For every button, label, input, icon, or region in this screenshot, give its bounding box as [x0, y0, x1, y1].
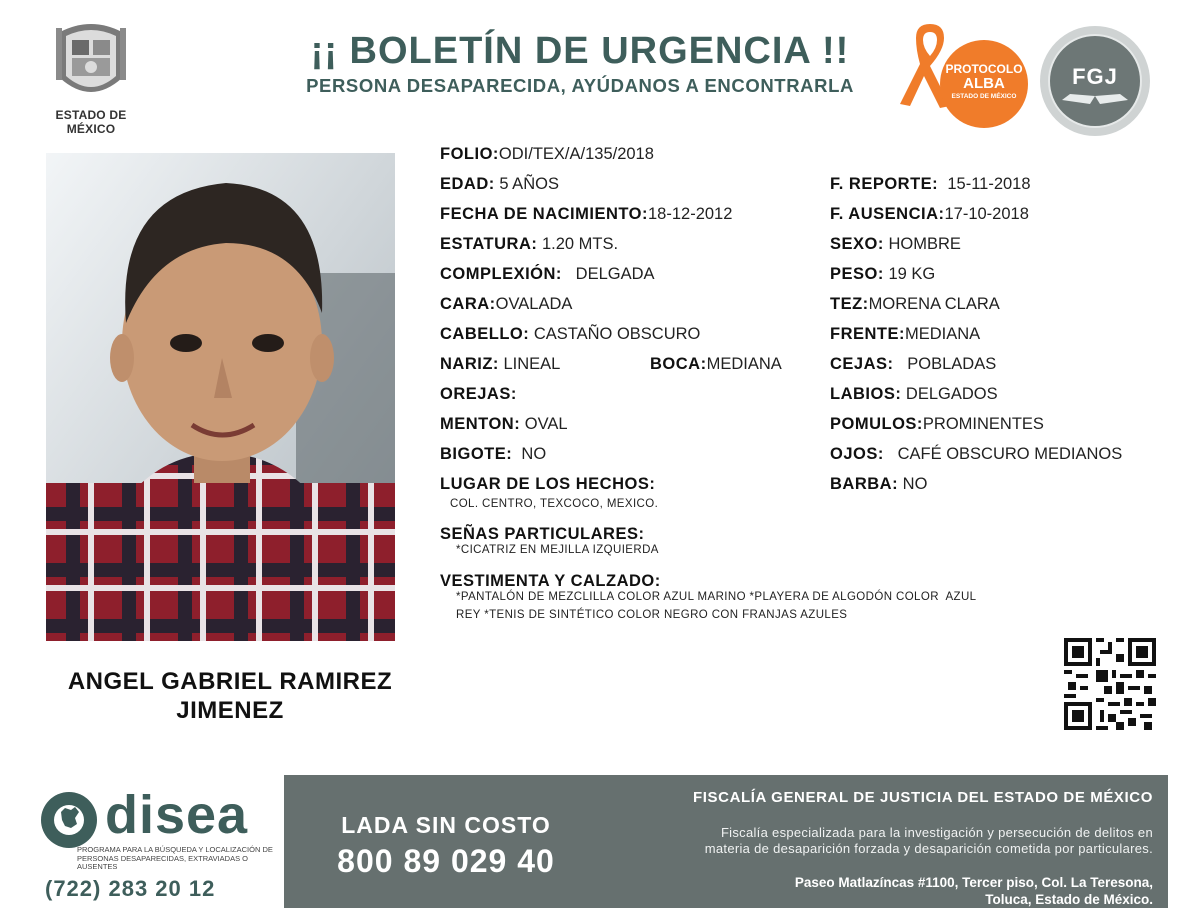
lugar-heading: LUGAR DE LOS HECHOS: [440, 475, 656, 493]
field-label: MENTON: [440, 415, 521, 433]
field-cara [440, 295, 572, 314]
odisea-phone[interactable]: (722) 283 20 12 [45, 876, 216, 901]
field-value: 17-10-2018 [944, 205, 1029, 223]
field-boca [650, 355, 782, 374]
fiscalia-description-line-2: materia de desaparición forzada y desaparición cometida por particulares. [704, 841, 1153, 856]
fiscalia-description-line-1: Fiscalía especializada para la investigación y persecución de delitos en [720, 825, 1153, 840]
field-value: LINEAL [498, 355, 561, 373]
field-barba [830, 475, 927, 494]
field-label: CARA: [440, 295, 496, 313]
state-caption: ESTADO DE MÉXICO [55, 108, 127, 136]
fgj-seal-label: FGJ [1072, 64, 1118, 89]
vestimenta-line-2: REY *TENIS DE SINTÉTICO COLOR NEGRO CON FRANJAS AZULES [456, 609, 848, 621]
field-value: OVAL [520, 415, 568, 433]
field-fecha-ausencia [830, 205, 1029, 224]
field-value: DELGADA [561, 265, 655, 283]
senas-value: *CICATRIZ EN MEJILLA IZQUIERDA [456, 544, 659, 556]
field-value: CASTAÑO OBSCURO [529, 325, 701, 343]
alba-badge [940, 40, 1028, 128]
field-peso [830, 265, 935, 284]
field-value: 1.20 MTS. [537, 235, 619, 253]
field-label: SEXO: [830, 235, 884, 253]
fiscalia-address-line-2: Toluca, Estado de México. [985, 892, 1153, 907]
field-label: CABELLO: [440, 325, 530, 343]
bulletin-title: ¡¡ BOLETÍN DE URGENCIA !! [310, 30, 850, 72]
field-menton [440, 415, 568, 434]
field-value: OVALADA [495, 295, 573, 313]
qr-code[interactable] [1064, 638, 1156, 730]
field-orejas [440, 385, 517, 404]
vestimenta-heading: VESTIMENTA Y CALZADO: [440, 572, 661, 590]
field-value: DELGADOS [901, 385, 998, 403]
bulletin-subtitle: PERSONA DESAPARECIDA, AYÚDANOS A ENCONTRARLA [306, 75, 854, 96]
field-label: F. AUSENCIA: [830, 205, 945, 223]
wings-icon [1060, 92, 1130, 110]
vestimenta-line-1: *PANTALÓN DE MEZCLILLA COLOR AZUL MARINO *PLAYERA DE ALGODÓN COLOR AZUL [456, 591, 977, 603]
fiscalia-description [600, 825, 1153, 857]
field-label: BIGOTE: [440, 445, 513, 463]
lugar-value: COL. CENTRO, TEXCOCO, MEXICO. [450, 498, 659, 510]
field-value: 18-12-2012 [648, 205, 733, 223]
state-coat-of-arms-icon [52, 18, 130, 102]
field-value: HOMBRE [883, 235, 961, 253]
field-value: MORENA CLARA [868, 295, 1000, 313]
person-name [30, 667, 430, 725]
field-label: COMPLEXIÓN: [440, 265, 562, 283]
field-labios [830, 385, 998, 404]
field-value: NO [898, 475, 928, 493]
field-bigote [440, 445, 546, 464]
fgj-seal-ring [1040, 26, 1150, 136]
fiscalia-address [640, 874, 1153, 908]
field-label: OREJAS: [440, 385, 517, 403]
field-label: LABIOS: [830, 385, 902, 403]
field-label: PESO: [830, 265, 884, 283]
field-frente [830, 325, 980, 344]
field-label: FRENTE: [830, 325, 905, 343]
field-fecha-reporte [830, 175, 1031, 194]
field-value: PROMINENTES [922, 415, 1044, 433]
field-tez [830, 295, 1000, 314]
field-cejas [830, 355, 996, 374]
fgj-seal [1040, 26, 1150, 136]
field-pomulos [830, 415, 1044, 434]
field-label: F. REPORTE: [830, 175, 939, 193]
field-value: 15-11-2018 [938, 175, 1031, 193]
field-label: FOLIO: [440, 145, 499, 163]
field-value: ODI/TEX/A/135/2018 [498, 145, 654, 163]
fiscalia-name: FISCALÍA GENERAL DE JUSTICIA DEL ESTADO DE MÉXICO [693, 789, 1153, 806]
person-name-line-2: JIMENEZ [176, 697, 284, 724]
field-value: 19 KG [883, 265, 936, 283]
field-value: CAFÉ OBSCURO MEDIANOS [883, 445, 1123, 463]
field-nariz [440, 355, 560, 374]
person-name-line-1: ANGEL GABRIEL RAMIREZ [67, 668, 393, 695]
field-label: FECHA DE NACIMIENTO: [440, 205, 648, 223]
field-fecha-nacimiento [440, 205, 732, 224]
field-value: MEDIANA [905, 325, 981, 343]
field-ojos [830, 445, 1122, 464]
field-label: OJOS: [830, 445, 884, 463]
fiscalia-address-line-1: Paseo Matlazíncas #1100, Tercer piso, Col. La Teresona, [794, 875, 1153, 890]
field-label: EDAD: [440, 175, 495, 193]
estado-de-mexico-logo [30, 18, 152, 136]
field-label: ESTATURA: [440, 235, 538, 253]
field-value: 5 AÑOS [494, 175, 559, 193]
field-complexion [440, 265, 655, 284]
field-label: CEJAS: [830, 355, 894, 373]
alba-line-3: ESTADO DE MÉXICO [951, 93, 1017, 100]
field-label: TEZ: [830, 295, 869, 313]
field-folio [440, 145, 654, 164]
odisea-program-text: PROGRAMA PARA LA BÚSQUEDA Y LOCALIZACIÓN DE PERSONAS DESAPARECIDAS, EXTRAVIADAS O AUSENTES [77, 845, 273, 871]
alba-line-1: PROTOCOLO [945, 62, 1023, 76]
fgj-seal-center [1048, 34, 1142, 128]
odisea-logo [35, 785, 275, 908]
field-value: POBLADAS [893, 355, 997, 373]
field-label: BOCA: [650, 355, 707, 373]
field-cabello [440, 325, 700, 344]
child-portrait-image [46, 153, 395, 641]
odisea-wordmark: disea [105, 785, 249, 845]
field-edad [440, 175, 559, 194]
qr-code-icon [1064, 638, 1156, 730]
senas-heading: SEÑAS PARTICULARES: [440, 525, 645, 543]
lada-phone-number[interactable]: 800 89 029 40 [337, 843, 555, 879]
field-value: NO [512, 445, 547, 463]
person-photo [46, 153, 395, 641]
lada-sin-costo-label: LADA SIN COSTO [341, 812, 551, 838]
protocolo-alba-logo [900, 20, 1035, 132]
field-label: NARIZ: [440, 355, 499, 373]
field-value: MEDIANA [706, 355, 782, 373]
field-label: BARBA: [830, 475, 899, 493]
alba-line-2: ALBA [963, 75, 1005, 92]
field-estatura [440, 235, 618, 254]
field-sexo [830, 235, 961, 254]
field-label: POMULOS: [830, 415, 923, 433]
